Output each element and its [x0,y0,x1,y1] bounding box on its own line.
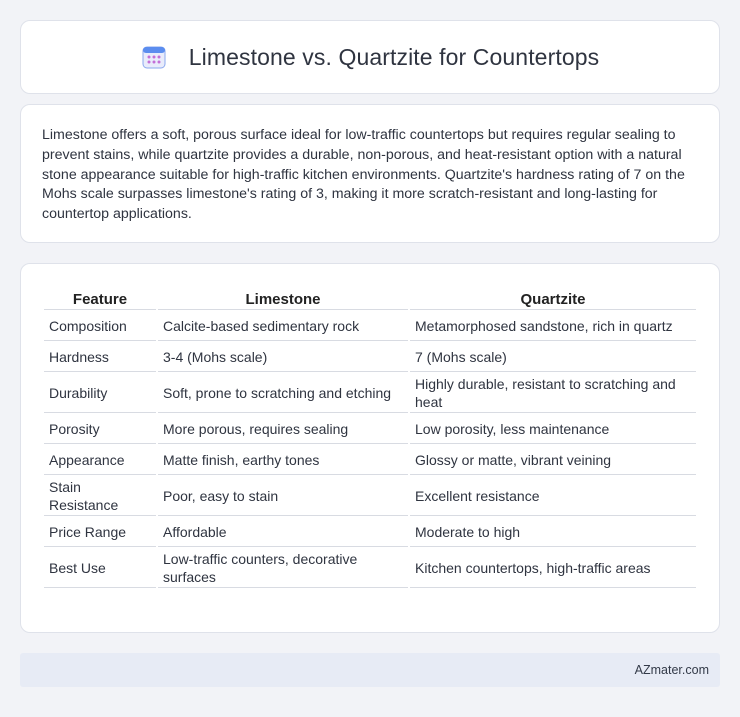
page-title: Limestone vs. Quartzite for Countertops [188,43,600,70]
limestone-cell: 3-4 (Mohs scale) [158,343,408,372]
summary-card [20,104,720,243]
header-feature: Feature [44,286,156,310]
feature-cell: Durability [44,374,156,413]
table-row [44,415,696,444]
feature-cell: Hardness [44,343,156,372]
feature-cell: Price Range [44,518,156,547]
quartzite-cell: Metamorphosed sandstone, rich in quartz [410,312,696,341]
table-row [44,446,696,475]
table-row [44,312,696,341]
footer-brand: AZmater.com [634,663,709,677]
table-header-row [44,286,696,310]
quartzite-cell: Excellent resistance [410,477,696,516]
header-limestone: Limestone [158,286,408,310]
table-card [20,263,720,633]
feature-cell: Stain Resistance [44,477,156,516]
limestone-cell: Calcite-based sedimentary rock [158,312,408,341]
table-row [44,518,696,547]
limestone-cell: Matte finish, earthy tones [158,446,408,475]
title-card [20,20,720,94]
feature-cell: Composition [44,312,156,341]
table-row [44,549,696,588]
feature-cell: Porosity [44,415,156,444]
table-row [44,477,696,516]
quartzite-cell: Low porosity, less maintenance [410,415,696,444]
summary-text: Limestone offers a soft, porous surface ideal for low-traffic countertops but requires regular sealing to prevent stains, while quartzite provides a durable, non-porous, and heat-resistant option with a natural stone appearance suitable for high-traffic kitchen environments. Quartzite's hardness rating of 7 on the Mohs scale surpasses limestone's rating of 3, making it more scratch-resistant and long-lasting for countertop applications. [42,127,685,223]
limestone-cell: Affordable [158,518,408,547]
header-quartzite: Quartzite [410,286,696,310]
table-row [44,343,696,372]
feature-cell: Best Use [44,549,156,588]
footer [20,653,720,687]
quartzite-cell: Glossy or matte, vibrant veining [410,446,696,475]
title-wrap [141,44,599,71]
feature-cell: Appearance [44,446,156,475]
quartzite-cell: Moderate to high [410,518,696,547]
comparison-table [42,284,698,590]
limestone-cell: Poor, easy to stain [158,477,408,516]
calendar-icon [141,44,167,70]
limestone-cell: More porous, requires sealing [158,415,408,444]
quartzite-cell: Kitchen countertops, high-traffic areas [410,549,696,588]
quartzite-cell: 7 (Mohs scale) [410,343,696,372]
table-row [44,374,696,413]
limestone-cell: Soft, prone to scratching and etching [158,374,408,413]
limestone-cell: Low-traffic counters, decorative surfaces [158,549,408,588]
quartzite-cell: Highly durable, resistant to scratching and heat [410,374,696,413]
